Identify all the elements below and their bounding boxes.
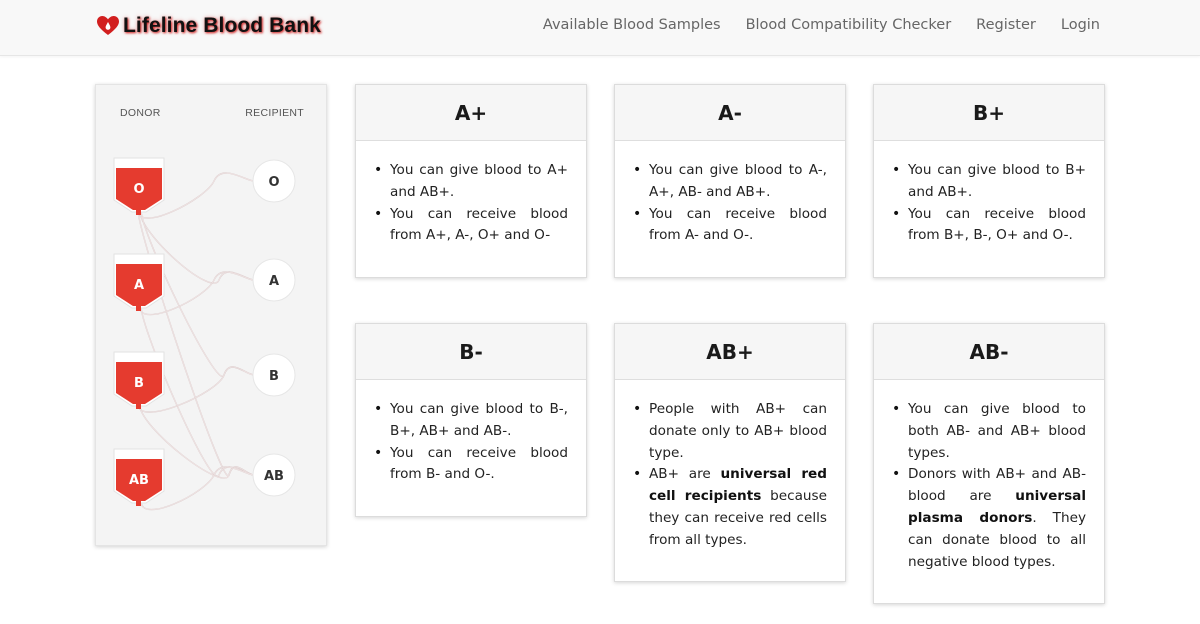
donor-bag-ab[interactable] (114, 449, 164, 506)
card-text: because they can receive red cells from all types. (649, 488, 827, 548)
card-emphasis: universal plasma donors (908, 488, 1086, 526)
card-body (874, 380, 1104, 585)
card-list-item (633, 399, 827, 464)
heart-drop-icon (96, 15, 120, 37)
bag-nozzle (136, 306, 141, 311)
card-body (615, 380, 845, 564)
card-text: Donors with AB+ and AB- blood are (908, 466, 1086, 505)
brand-title: Lifeline Blood Bank (123, 14, 321, 37)
recipient-label: O (268, 175, 280, 190)
card-text: You can receive blood from B- and O-. (390, 444, 568, 483)
blood-type-card (614, 84, 846, 278)
donor-bag-b[interactable] (114, 352, 164, 409)
compatibility-svg (96, 85, 328, 547)
recipient-o[interactable] (253, 160, 295, 202)
card-text: You can receive blood from A- and O-. (649, 205, 827, 244)
card-title: B+ (972, 100, 1005, 125)
donor-column-label: DONOR (120, 107, 161, 119)
card-title: AB- (969, 339, 1009, 364)
card-list-item (633, 160, 827, 204)
recipient-label: B (269, 369, 279, 384)
recipient-label: A (268, 274, 280, 289)
nav-compatibility-checker[interactable]: Blood Compatibility Checker (745, 17, 952, 33)
card-title: A+ (454, 100, 488, 125)
card-body (874, 141, 1104, 259)
card-text: AB+ are (649, 466, 721, 483)
card-header (874, 324, 1104, 380)
blood-type-card (873, 84, 1105, 278)
card-title: AB+ (706, 339, 754, 364)
nav-available-samples[interactable]: Available Blood Samples (542, 17, 721, 33)
card-title: B- (459, 339, 483, 364)
card-list (374, 160, 568, 247)
card-text: You can give blood to B-, B+, AB+ and AB-. (390, 401, 568, 439)
card-body (356, 380, 586, 498)
card-list-item (892, 160, 1086, 204)
card-text: You can give blood to both AB- and AB+ blood types. (908, 401, 1086, 461)
card-body (356, 141, 586, 259)
blood-type-card (355, 323, 587, 517)
card-emphasis: universal red cell recipients (649, 466, 827, 505)
donor-bag-label: B (134, 376, 144, 391)
recipient-ab[interactable] (253, 454, 295, 496)
card-text: You can give blood to A+ and AB+. (390, 162, 568, 200)
card-list (892, 160, 1086, 247)
card-list-item (892, 204, 1086, 248)
card-list (633, 160, 827, 247)
blood-type-card (355, 84, 587, 278)
card-list-item (374, 443, 568, 487)
donor-bag-label: A (133, 278, 145, 293)
recipient-label: AB (264, 469, 284, 484)
nav-login[interactable]: Login (1060, 17, 1100, 33)
card-text: You can receive blood from B+, B-, O+ and O-. (908, 205, 1086, 244)
nav-links (543, 17, 1100, 33)
nav-register[interactable]: Register (976, 17, 1036, 33)
connector-line (138, 210, 254, 476)
brand-link[interactable] (96, 14, 321, 38)
card-title: A- (718, 100, 742, 125)
card-list-item (374, 399, 568, 443)
card-header (615, 324, 845, 380)
card-text: You can give blood to A-, A+, AB- and AB+. (649, 162, 827, 200)
card-header (356, 324, 586, 380)
bag-nozzle (136, 210, 141, 215)
donor-bag-o[interactable] (114, 158, 164, 215)
card-text: People with AB+ can donate only to AB+ blood type. (649, 401, 827, 461)
blood-type-card (873, 323, 1105, 604)
card-text: . They can donate blood to all negative blood types. (908, 509, 1086, 570)
card-header (615, 85, 845, 141)
card-list-item (892, 464, 1086, 573)
card-header (874, 85, 1104, 141)
card-list-item (374, 160, 568, 204)
donor-bag-label: O (133, 182, 145, 197)
card-list-item (892, 399, 1086, 464)
recipient-column-label: RECIPIENT (245, 107, 304, 119)
blood-type-card (614, 323, 846, 582)
card-text: You can give blood to B+ and AB+. (908, 162, 1086, 200)
compatibility-diagram (95, 84, 327, 546)
card-list-item (374, 204, 568, 248)
card-list (892, 399, 1086, 573)
bag-nozzle (136, 404, 141, 409)
donor-bag-label: AB (129, 473, 149, 488)
recipient-b[interactable] (253, 354, 295, 396)
bag-nozzle (136, 501, 141, 506)
card-list-item (633, 464, 827, 551)
connector-line-highlight (138, 210, 254, 476)
card-list-item (633, 204, 827, 248)
card-list (374, 399, 568, 486)
navbar (0, 0, 1200, 56)
recipient-a[interactable] (253, 259, 295, 301)
donor-bag-a[interactable] (114, 254, 164, 311)
card-text: You can receive blood from A+, A-, O+ and O- (390, 205, 568, 244)
card-header (356, 85, 586, 141)
card-body (615, 141, 845, 259)
card-list (633, 399, 827, 552)
